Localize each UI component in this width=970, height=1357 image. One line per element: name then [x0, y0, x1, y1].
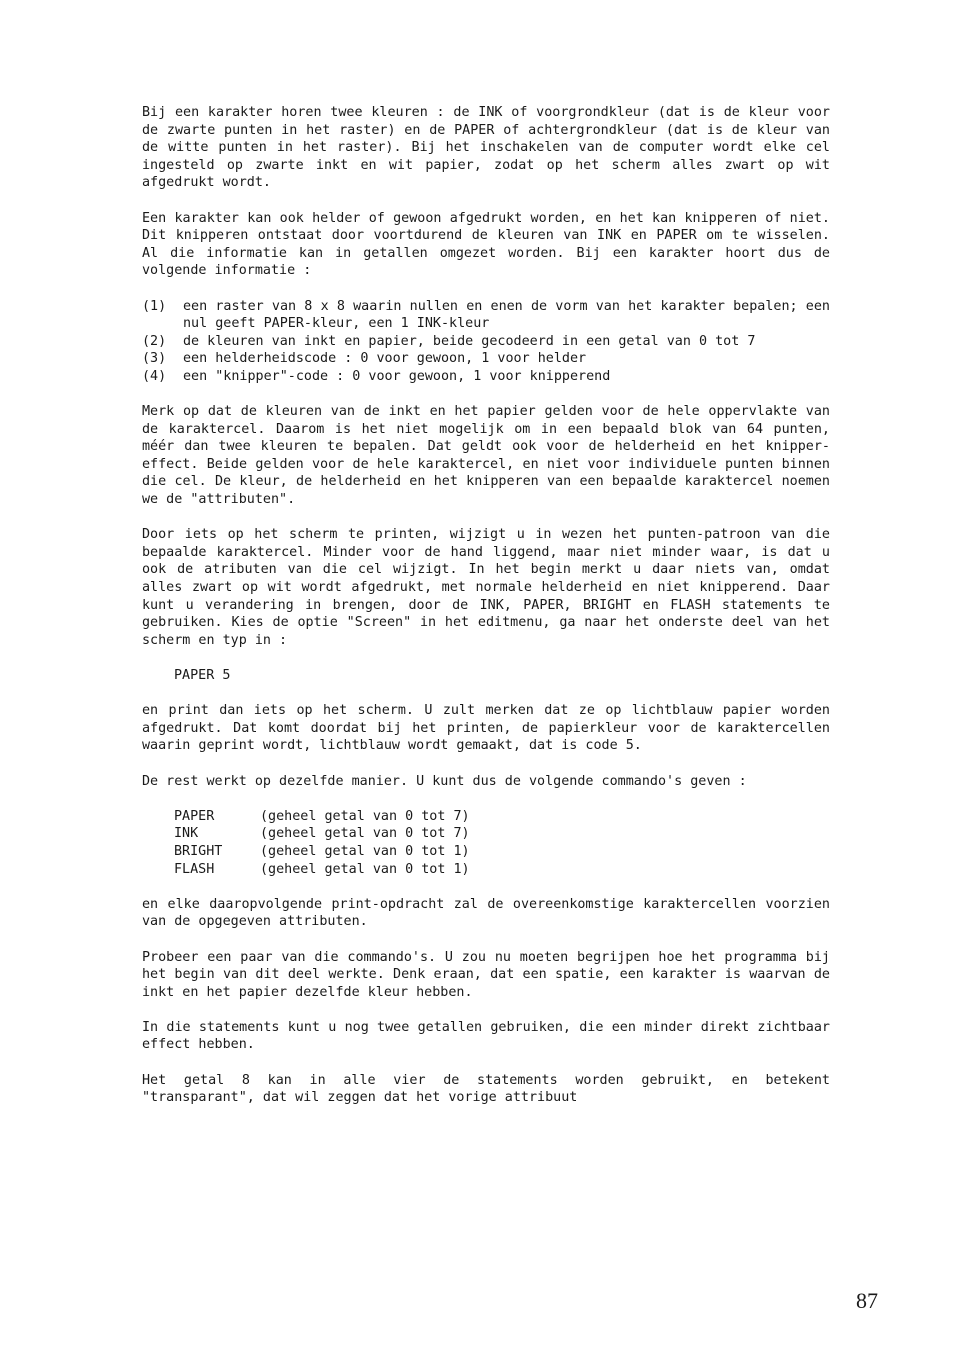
page-number: 87: [856, 1288, 878, 1313]
command-description: (geheel getal van 0 tot 7): [260, 826, 470, 842]
paragraph-rest: De rest werkt op dezelfde manier. U kunt dus de volgende commando's geven :: [142, 773, 747, 789]
command-description: (geheel getal van 0 tot 1): [260, 843, 470, 859]
paragraph-ink-paper: Bij een karakter horen twee kleuren : de INK of voorgrondkleur (dat is de kleur voor de zwarte punten in het raster) en de PAPER of achtergrondkleur (dat is de kleur van de witte punten in het raster). Bij het inschakelen van de computer wordt elke cel ingesteld op zwarte inkt en wit papier, zodat op het scherm alles zwart op wit afgedrukt wordt.: [142, 105, 830, 191]
list-item: [142, 298, 830, 333]
list-item: [142, 350, 830, 368]
command-description: (geheel getal van 0 tot 1): [260, 861, 470, 877]
command-table: [174, 808, 470, 878]
paragraph-following: en elke daaropvolgende print-opdracht zal de overeenkomstige karaktercellen voorzien van de opgegeven attributen.: [142, 896, 830, 930]
command-description: (geheel getal van 0 tot 7): [260, 808, 470, 824]
command-keyword: INK: [174, 826, 199, 842]
command-keyword: FLASH: [174, 861, 215, 877]
page-body: [142, 104, 830, 1124]
list-item-number: (1): [142, 298, 167, 314]
paragraph-two-numbers: In die statements kunt u nog twee getallen gebruiken, die een minder direkt zichtbaar effect hebben.: [142, 1019, 830, 1053]
list-item-text: een raster van 8 x 8 waarin nullen en enen de vorm van het karakter bepalen; een nul geeft PAPER-kleur, een 1 INK-kleur: [183, 298, 830, 332]
code-example: PAPER 5: [174, 668, 231, 683]
list-item-number: (4): [142, 368, 167, 384]
table-row: [174, 808, 470, 826]
list-item-number: (3): [142, 351, 167, 367]
list-item: [142, 333, 830, 351]
info-list: [142, 298, 830, 386]
paragraph-attributes: Merk op dat de kleuren van de inkt en het papier gelden voor de hele oppervlakte van de karaktercel. Daarom is het niet mogelijk om in een bepaald blok van 64 punten, méér dan twee kleuren te bepalen. Dat geldt ook voor de helderheid en het knipper-effect. Beide gelden voor de hele karaktercel, en niet voor individuele punten binnen die cel. De kleur, de helderheid en het knipperen van een bepaalde karaktercel noemen we de "attributen".: [142, 404, 830, 508]
list-item-text: een "knipper"-code : 0 voor gewoon, 1 voor knipperend: [183, 368, 611, 384]
table-row: [174, 861, 470, 879]
paragraph-lightblue: en print dan iets op het scherm. U zult merken dat ze op lichtblauw papier worden afgedrukt. Dat komt doordat bij het printen, de papierkleur voor de karaktercellen waarin geprint wordt, lichtblauw wordt gemaakt, dat is code 5.: [142, 703, 830, 754]
table-row: [174, 843, 470, 861]
paragraph-transparent: Het getal 8 kan in alle vier de statements worden gebruikt, en betekent "transparant", dat wil zeggen dat het vorige attribuut: [142, 1072, 830, 1106]
paragraph-printing: Door iets op het scherm te printen, wijzigt u in wezen het punten-patroon van die bepaalde karaktercel. Minder voor de hand liggend, maar niet minder waar, is dat u ook de atributen van die cel wijzigt. In het begin merkt u daar niets van, omdat alles zwart op wit wordt afgedrukt, met normale helderheid en niet knipperend. Daar kunt u verandering in brengen, door de INK, PAPER, BRIGHT en FLASH statements te gebruiken. Kies de optie "Screen" in het editmenu, ga naar het onderste deel van het scherm en typ in :: [142, 527, 830, 648]
command-keyword: PAPER: [174, 808, 215, 824]
list-item: [142, 368, 830, 386]
paragraph-bright-flash: Een karakter kan ook helder of gewoon afgedrukt worden, en het kan knipperen of niet. Dit knipperen ontstaat door voortdurend de kleuren van INK en PAPER om te wisselen. Al die informatie kan in getallen omgezet worden. Bij een karakter hoort dus de volgende informatie :: [142, 210, 830, 279]
list-item-text: een helderheidscode : 0 voor gewoon, 1 voor helder: [183, 351, 587, 367]
paragraph-try: Probeer een paar van die commando's. U zou nu moeten begrijpen hoe het programma bij het begin van dit deel werkte. Denk eraan, dat een spatie, een karakter is waarvan de inkt en het papier dezelfde kleur hebben.: [142, 949, 830, 1000]
list-item-number: (2): [142, 333, 167, 349]
command-keyword: BRIGHT: [174, 843, 223, 859]
table-row: [174, 825, 470, 843]
list-item-text: de kleuren van inkt en papier, beide gecodeerd in een getal van 0 tot 7: [183, 333, 756, 349]
